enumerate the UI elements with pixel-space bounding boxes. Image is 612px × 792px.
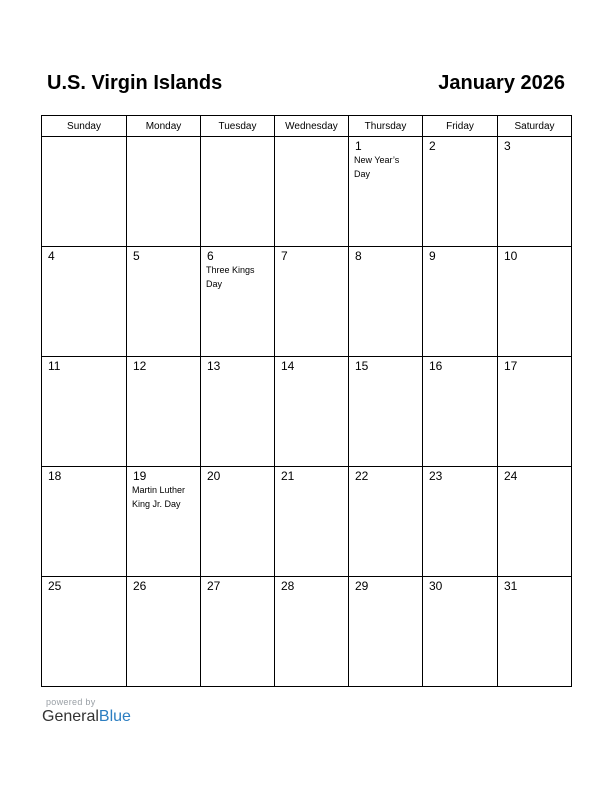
month-title: January 2026 xyxy=(438,72,565,94)
day-cell xyxy=(275,137,349,247)
day-number: 1 xyxy=(355,139,362,153)
week-row xyxy=(42,247,572,357)
day-number: 13 xyxy=(207,359,221,373)
day-cell xyxy=(275,467,349,577)
week-row xyxy=(42,357,572,467)
day-number: 19 xyxy=(133,469,147,483)
day-cell xyxy=(349,137,423,247)
day-cell xyxy=(42,137,127,247)
day-number: 17 xyxy=(504,359,518,373)
weekday-thursday: Thursday xyxy=(349,116,423,137)
day-cell xyxy=(201,137,275,247)
weekday-wednesday: Wednesday xyxy=(275,116,349,137)
day-cell xyxy=(423,137,498,247)
day-cell xyxy=(127,467,201,577)
powered-by-label: powered by xyxy=(46,697,96,707)
day-number: 2 xyxy=(429,139,436,153)
day-cell xyxy=(498,137,572,247)
day-number: 6 xyxy=(207,249,214,263)
day-number: 30 xyxy=(429,579,443,593)
day-cell xyxy=(42,247,127,357)
day-number: 7 xyxy=(281,249,288,263)
generalblue-logo[interactable] xyxy=(42,708,131,726)
day-cell xyxy=(127,357,201,467)
day-cell xyxy=(423,467,498,577)
day-cell xyxy=(498,467,572,577)
day-number: 15 xyxy=(355,359,369,373)
day-number: 20 xyxy=(207,469,221,483)
day-cell xyxy=(201,467,275,577)
day-cell xyxy=(42,357,127,467)
day-number: 4 xyxy=(48,249,55,263)
day-number xyxy=(127,137,200,139)
day-cell xyxy=(349,577,423,687)
day-cell xyxy=(275,247,349,357)
day-number: 11 xyxy=(48,359,61,373)
day-cell xyxy=(201,247,275,357)
day-cell xyxy=(127,577,201,687)
country-title: U.S. Virgin Islands xyxy=(47,72,223,94)
day-number: 16 xyxy=(429,359,443,373)
day-number: 29 xyxy=(355,579,369,593)
day-cell xyxy=(127,247,201,357)
brand-blue-text: Blue xyxy=(98,708,131,725)
day-cell xyxy=(423,247,498,357)
weekday-friday: Friday xyxy=(423,116,498,137)
day-cell xyxy=(423,577,498,687)
brand-general-text: General xyxy=(42,708,99,725)
day-cell xyxy=(498,357,572,467)
day-number: 14 xyxy=(281,359,295,373)
day-cell xyxy=(349,357,423,467)
day-cell xyxy=(127,137,201,247)
day-number: 5 xyxy=(133,249,140,263)
day-number: 10 xyxy=(504,249,518,263)
day-cell xyxy=(275,357,349,467)
holiday-label: New Year’s Day xyxy=(354,155,400,179)
day-number: 12 xyxy=(133,359,147,373)
day-cell xyxy=(201,577,275,687)
day-number: 24 xyxy=(504,469,518,483)
calendar-grid xyxy=(41,115,572,687)
holiday-label: Three Kings Day xyxy=(206,265,255,289)
day-number: 27 xyxy=(207,579,221,593)
day-number: 23 xyxy=(429,469,443,483)
holiday-label: Martin Luther King Jr. Day xyxy=(132,485,186,509)
day-cell xyxy=(349,467,423,577)
day-number: 28 xyxy=(281,579,295,593)
day-number xyxy=(42,137,126,139)
weekday-saturday: Saturday xyxy=(498,116,572,137)
day-number xyxy=(275,137,348,139)
day-cell xyxy=(201,357,275,467)
day-cell xyxy=(498,577,572,687)
weekday-tuesday: Tuesday xyxy=(201,116,275,137)
day-number: 21 xyxy=(281,469,295,483)
day-cell xyxy=(42,467,127,577)
weekday-monday: Monday xyxy=(127,116,201,137)
day-number: 18 xyxy=(48,469,62,483)
day-number: 31 xyxy=(504,579,518,593)
day-number: 3 xyxy=(504,139,511,153)
day-number: 26 xyxy=(133,579,147,593)
day-number xyxy=(201,137,274,139)
week-row xyxy=(42,577,572,687)
day-cell xyxy=(349,247,423,357)
weekday-sunday: Sunday xyxy=(42,116,127,137)
day-number: 25 xyxy=(48,579,62,593)
day-number: 8 xyxy=(355,249,362,263)
day-cell xyxy=(275,577,349,687)
week-row xyxy=(42,467,572,577)
day-cell xyxy=(423,357,498,467)
day-number: 9 xyxy=(429,249,436,263)
day-cell xyxy=(498,247,572,357)
weekday-header-row xyxy=(42,116,572,137)
day-cell xyxy=(42,577,127,687)
week-row xyxy=(42,137,572,247)
day-number: 22 xyxy=(355,469,369,483)
